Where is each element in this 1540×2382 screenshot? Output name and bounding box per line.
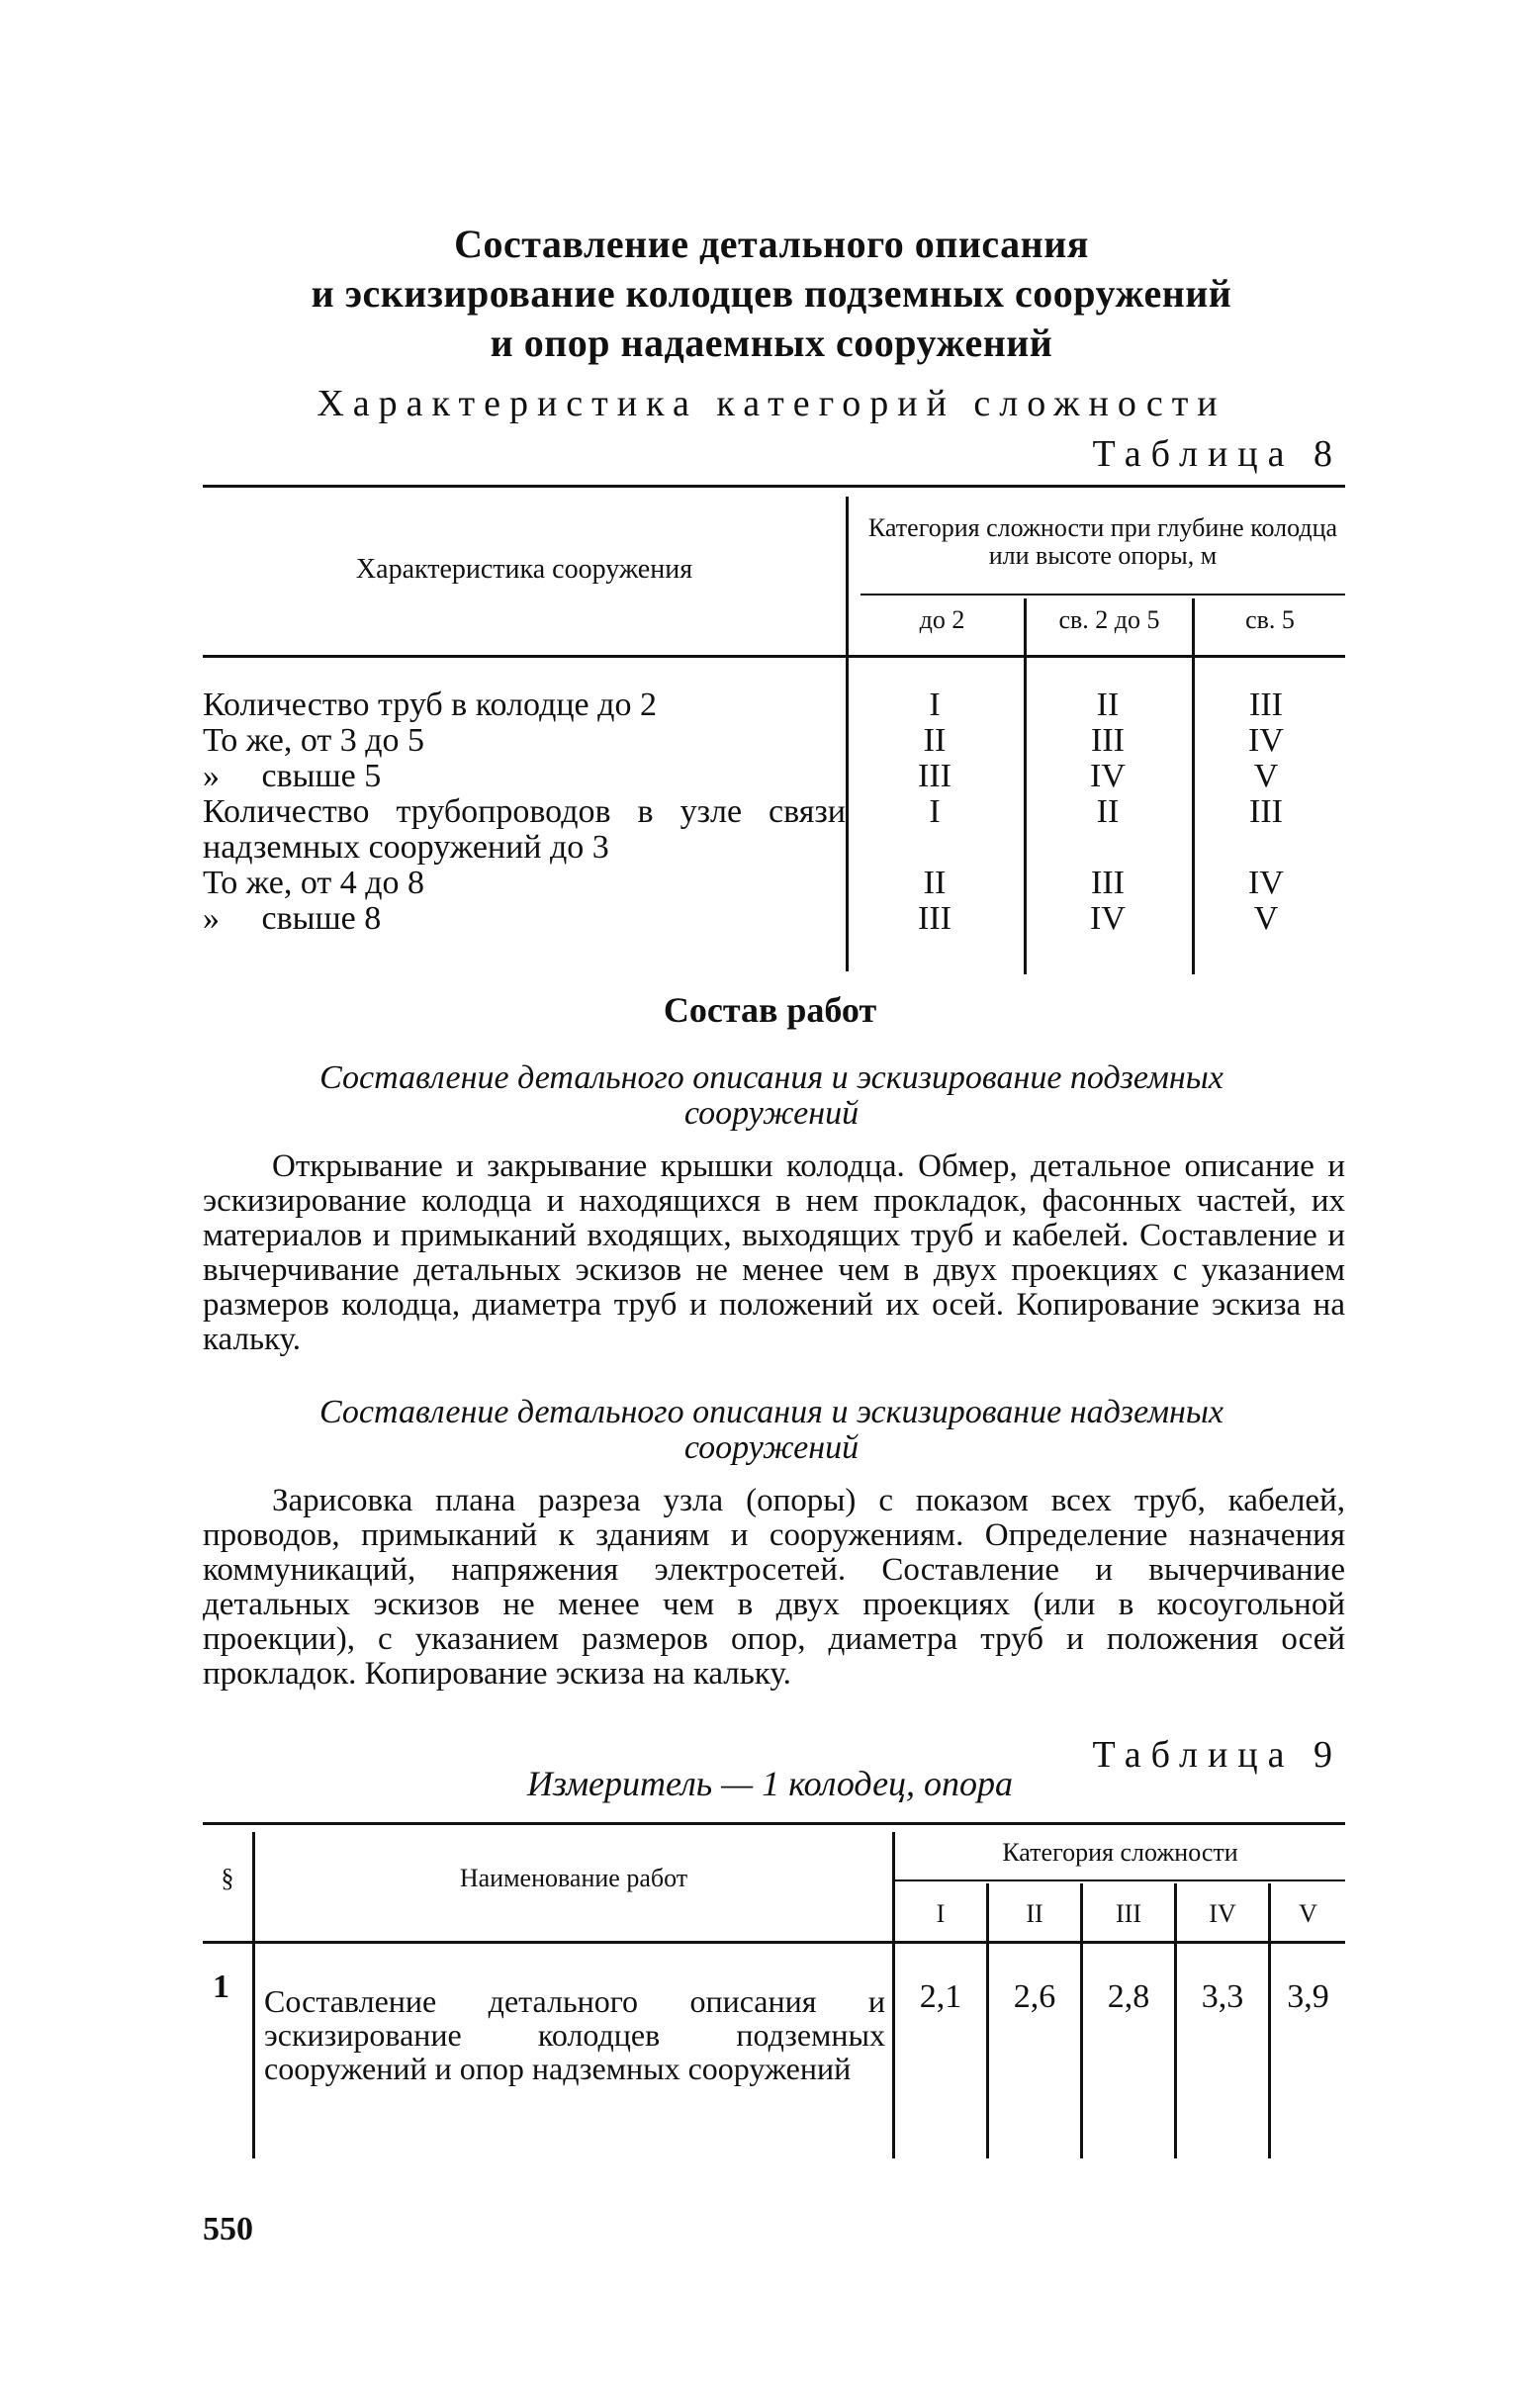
column-header-work: Наименование работ xyxy=(459,1864,688,1892)
table8-label: Таблица 8 xyxy=(1092,433,1342,475)
table-cell: III xyxy=(918,900,951,937)
table-rule-top xyxy=(203,1822,1345,1825)
section-title xyxy=(188,220,1355,425)
subsection-heading-2: Составление детального описания и эскизирование надземных сооружений xyxy=(318,1394,1224,1466)
table-cell: III xyxy=(1249,793,1283,830)
table-cell: V xyxy=(1253,900,1279,937)
table-divider xyxy=(1192,598,1195,974)
table-divider xyxy=(846,497,849,971)
table-row-label: » свыше 8 xyxy=(203,900,382,937)
column-header-category: Категория сложности при глубине колодца или высоте опоры, м xyxy=(867,513,1338,570)
table-row-label: То же, от 3 до 5 xyxy=(203,722,425,759)
table8-col-2 xyxy=(1048,687,1167,937)
table-9 xyxy=(203,1822,1345,2158)
table8-row-labels xyxy=(203,687,846,937)
table-cell: II xyxy=(923,865,947,901)
table-cell: III xyxy=(1091,722,1125,759)
table-cell: III xyxy=(1091,865,1125,901)
subtitle: Характеристика категорий сложности xyxy=(317,383,1226,424)
table-row-label: То же, от 4 до 8 xyxy=(203,865,425,901)
category-header: II xyxy=(1026,1899,1043,1928)
table-cell: IV xyxy=(1248,865,1284,901)
category-header: IV xyxy=(1209,1899,1236,1928)
table-cell: IV xyxy=(1090,900,1126,937)
row-number: 1 xyxy=(213,1969,229,2005)
table-cell: II xyxy=(1096,687,1120,723)
column-header-num: § xyxy=(221,1864,234,1892)
section-heading: Состав работ xyxy=(663,990,877,1030)
column-header-characteristic: Характеристика сооружения xyxy=(355,554,693,585)
title-line-3: и опор надаемных сооружений xyxy=(490,321,1053,365)
table8-col-3 xyxy=(1207,687,1325,937)
table-cell: III xyxy=(1249,687,1283,723)
page-number: 550 xyxy=(203,2211,253,2247)
table9-label: Таблица 9 xyxy=(1092,1734,1342,1776)
subheader-3: св. 5 xyxy=(1245,605,1295,634)
work-name: Составление детального описания и эскизирование колодцев подземных сооружений и опор надземных сооружений xyxy=(264,1983,885,2086)
subheader-2: св. 2 до 5 xyxy=(1058,605,1160,634)
category-header: I xyxy=(936,1899,946,1928)
table-cell: III xyxy=(918,758,951,794)
table8-col-1 xyxy=(875,687,994,937)
table-row-label: Количество труб в колодце до 2 xyxy=(203,687,657,723)
table-cell: V xyxy=(1253,758,1279,794)
table-divider xyxy=(1024,598,1027,974)
paragraph-2: Зарисовка плана разреза узла (опоры) с показом всех труб, кабелей, проводов, примыканий к зданиям и сооружениям. Определение назначения коммуникаций, напряжения электросетей. Составление и вычерчивание детальных эскизов не менее чем в двух проекциях (или в косоугольной проекции), с указанием размеров опор, диаметра труб и положения осей прокладок. Копирование эскиза на кальку. xyxy=(203,1483,1345,1692)
table-rule-top xyxy=(203,485,1345,488)
paragraph-1: Открывание и закрывание крышки колодца. Обмер, детальное описание и эскизирование колодца и находящихся в нем прокладок, фасонных частей, их материалов и примыканий входящих, выходящих труб и кабелей. Составление и вычерчивание детальных эскизов не менее чем в двух проекциях с указанием размеров колодца, диаметра труб и положений их осей. Копирование эскиза на кальку. xyxy=(203,1148,1345,1357)
title-line-2: и эскизирование колодцев подземных сооружений xyxy=(311,271,1232,316)
subheader-1: до 2 xyxy=(919,605,965,634)
table-8 xyxy=(203,485,1345,984)
table-cell: IV xyxy=(1248,722,1284,759)
subsection-heading-1: Составление детального описания и эскизирование подземных сооружений xyxy=(319,1059,1223,1132)
table-row-label: Количество трубопроводов в узле связи надземных сооружений до 3 xyxy=(203,793,846,866)
table-cell: II xyxy=(923,722,947,759)
table-cell: 2,6 xyxy=(1013,1978,1056,2015)
table-row-label: » свыше 5 xyxy=(203,758,382,794)
table-cell: 3,9 xyxy=(1287,1978,1329,2015)
table-rule-sub xyxy=(895,1879,1345,1881)
table-cell: I xyxy=(929,793,941,830)
table-cell: IV xyxy=(1090,758,1126,794)
table-cell: 2,1 xyxy=(919,1978,962,2015)
table-cell: I xyxy=(929,687,941,723)
table-cell: 3,3 xyxy=(1201,1978,1244,2015)
category-header: III xyxy=(1116,1899,1141,1928)
category-header: V xyxy=(1299,1899,1317,1928)
title-line-1: Составление детального описания xyxy=(454,222,1089,266)
column-header-category: Категория сложности xyxy=(1002,1838,1238,1867)
table-cell: II xyxy=(1096,793,1120,830)
table-rule-header xyxy=(203,655,1345,658)
table-cell: 2,8 xyxy=(1107,1978,1150,2015)
table9-caption: Измеритель — 1 колодец, опора xyxy=(526,1764,1014,1803)
table-rule-sub xyxy=(861,594,1345,596)
